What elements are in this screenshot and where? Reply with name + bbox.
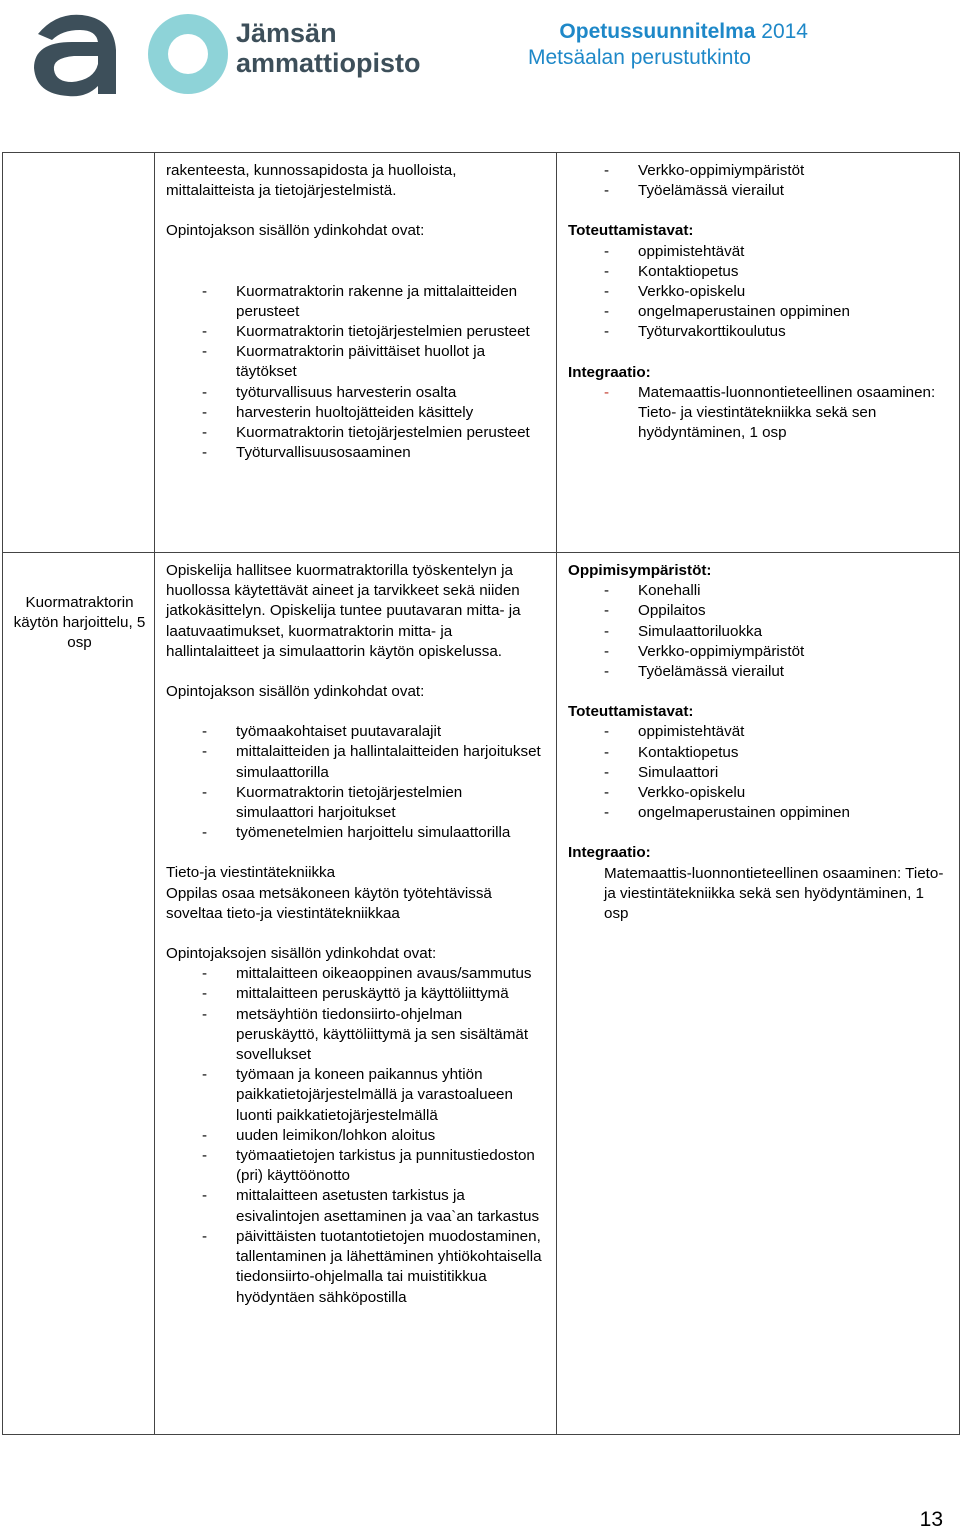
curriculum-table [2, 152, 960, 1435]
list-item: - päivittäisten tuotantotietojen muodostaminen, tallentaminen ja lähettäminen yhtiökohtaisella tiedonsiirto-ohjelmalla tai muistitikkua hyödyntäen sähköpostilla [166, 1227, 542, 1308]
list-item: - Kuormatraktorin päivittäiset huollot ja täytökset [166, 342, 542, 382]
document-title: Opetussuunnitelma 2014 [559, 20, 808, 43]
content-heading: Opintojakson sisällön ydinkohdat ovat: [166, 683, 425, 701]
list-item: - Kuormatraktorin tietojärjestelmien perusteet [166, 322, 542, 342]
list-item: - Verkko-opiskelu [568, 282, 951, 302]
content-list [166, 722, 542, 843]
list-item: - työmaakohtaiset puutavaralajit [166, 722, 542, 742]
methods-heading: Toteuttamistavat: [568, 703, 694, 721]
content-heading: Opintojaksojen sisällön ydinkohdat ovat: [166, 945, 437, 963]
list-item: - metsäyhtiön tiedonsiirto-ohjelman peruskäyttö, käyttöliittymä ja sen sisältämät sovellukset [166, 1005, 542, 1066]
list-item: - Työelämässä vierailut [568, 181, 951, 201]
content-list [166, 964, 542, 1307]
environment-heading: Oppimisympäristöt: [568, 562, 712, 579]
list-item: - Työturvallisuusosaaminen [166, 443, 542, 463]
list-item: - Verkko-oppimiympäristöt [568, 642, 951, 662]
content-list [166, 282, 542, 464]
list-item: - uuden leimikon/lohkon aloitus [166, 1126, 542, 1146]
table-row [3, 153, 960, 553]
list-item: - Verkko-oppimiympäristöt [568, 161, 951, 181]
list-item: - mittalaitteiden ja hallintalaitteiden harjoitukset simulaattorilla [166, 742, 542, 782]
page-header [0, 0, 960, 110]
list-item: - oppimistehtävät [568, 722, 951, 742]
list-item: - Kontaktiopetus [568, 262, 951, 282]
integration-heading: Integraatio: [568, 844, 651, 862]
list-item: - harvesterin huoltojätteiden käsittely [166, 403, 542, 423]
logo-wordmark: Jämsän ammattiopisto [236, 18, 421, 78]
list-item: - työmenetelmien harjoittelu simulaattorilla [166, 823, 542, 843]
methods-list [568, 242, 951, 343]
list-item: - Kontaktiopetus [568, 743, 951, 763]
content-heading: Opintojakson sisällön ydinkohdat ovat: [166, 222, 425, 240]
ict-line: soveltaa tieto-ja viestintätekniikkaa [166, 904, 400, 922]
module-intro: Opiskelija hallitsee kuormatraktorilla työskentelyn ja huollossa käytettävät aineet ja tarvikkeet sekä niiden jatkokäsittelyn. Opiskelija tuntee puutavaran mitta- ja laatuvaatimukset, kuormatraktorin mitta- ja hallintalaitteet ja simulaattorin käytön opiskelussa. [166, 562, 521, 660]
list-item: - mittalaitteen peruskäyttö ja käyttöliittymä [166, 984, 542, 1004]
list-item: - Verkko-opiskelu [568, 783, 951, 803]
methods-cell [557, 153, 960, 553]
page-number: 13 [919, 1508, 943, 1531]
environment-list [568, 581, 951, 682]
list-item: - ongelmaperustainen oppiminen [568, 803, 951, 823]
methods-cell [557, 553, 960, 1435]
list-item: - työmaan ja koneen paikannus yhtiön paikkatietojärjestelmällä ja varastoalueen luonti paikkatietojärjestelmällä [166, 1065, 542, 1126]
objectives-cell [155, 553, 557, 1435]
table-row [3, 553, 960, 1435]
list-item: - Oppilaitos [568, 601, 951, 621]
list-item: - Kuormatraktorin tietojärjestelmien perusteet [166, 423, 542, 443]
environment-list [568, 161, 951, 201]
ict-line: Oppilas osaa metsäkoneen käytön työtehtävissä [166, 884, 492, 902]
module-name-cell [3, 553, 155, 1435]
list-item: - mittalaitteen asetusten tarkistus ja esivalintojen asettaminen ja vaa`an tarkastus [166, 1186, 542, 1226]
module-name-cell [3, 153, 155, 553]
list-item: - työmaatietojen tarkistus ja punnitustiedoston (pri) käyttöönotto [166, 1146, 542, 1186]
list-item: - ongelmaperustainen oppiminen [568, 302, 951, 322]
document-subtitle: Metsäalan perustutkinto [528, 46, 751, 69]
objectives-cell [155, 153, 557, 553]
integration-heading: Integraatio: [568, 363, 651, 381]
list-item: - mittalaitteen oikeaoppinen avaus/sammutus [166, 964, 542, 984]
list-item: - Kuormatraktorin tietojärjestelmien simulaattori harjoitukset [166, 783, 542, 823]
list-item: - työturvallisuus harvesterin osalta [166, 383, 542, 403]
methods-list [568, 722, 951, 823]
list-item: - Matemaattis-luonnontieteellinen osaaminen: Tieto- ja viestintätekniikka sekä sen hyödyntäminen, 1 osp [568, 383, 951, 444]
integration-list [568, 383, 951, 444]
list-item: - Työelämässä vierailut [568, 662, 951, 682]
list-item: - oppimistehtävät [568, 242, 951, 262]
ict-heading: Tieto-ja viestintätekniikka [166, 864, 336, 882]
methods-heading: Toteuttamistavat: [568, 222, 694, 240]
list-item: - Konehalli [568, 581, 951, 601]
list-item: - Kuormatraktorin rakenne ja mittalaitteiden perusteet [166, 282, 542, 322]
list-item: - Simulaattori [568, 763, 951, 783]
module-name: Kuormatraktorin käytön harjoittelu, 5 osp [13, 594, 146, 652]
integration-text: Matemaattis-luonnontieteellinen osaaminen: Tieto- ja viestintätekniikka sekä sen hyödyntäminen, 1 osp [604, 864, 944, 923]
module-intro: rakenteesta, kunnossapidosta ja huolloista, mittalaitteista ja tietojärjestelmistä. [166, 162, 457, 200]
list-item: - Työturvakorttikoulutus [568, 322, 951, 342]
list-item: - Simulaattoriluokka [568, 622, 951, 642]
